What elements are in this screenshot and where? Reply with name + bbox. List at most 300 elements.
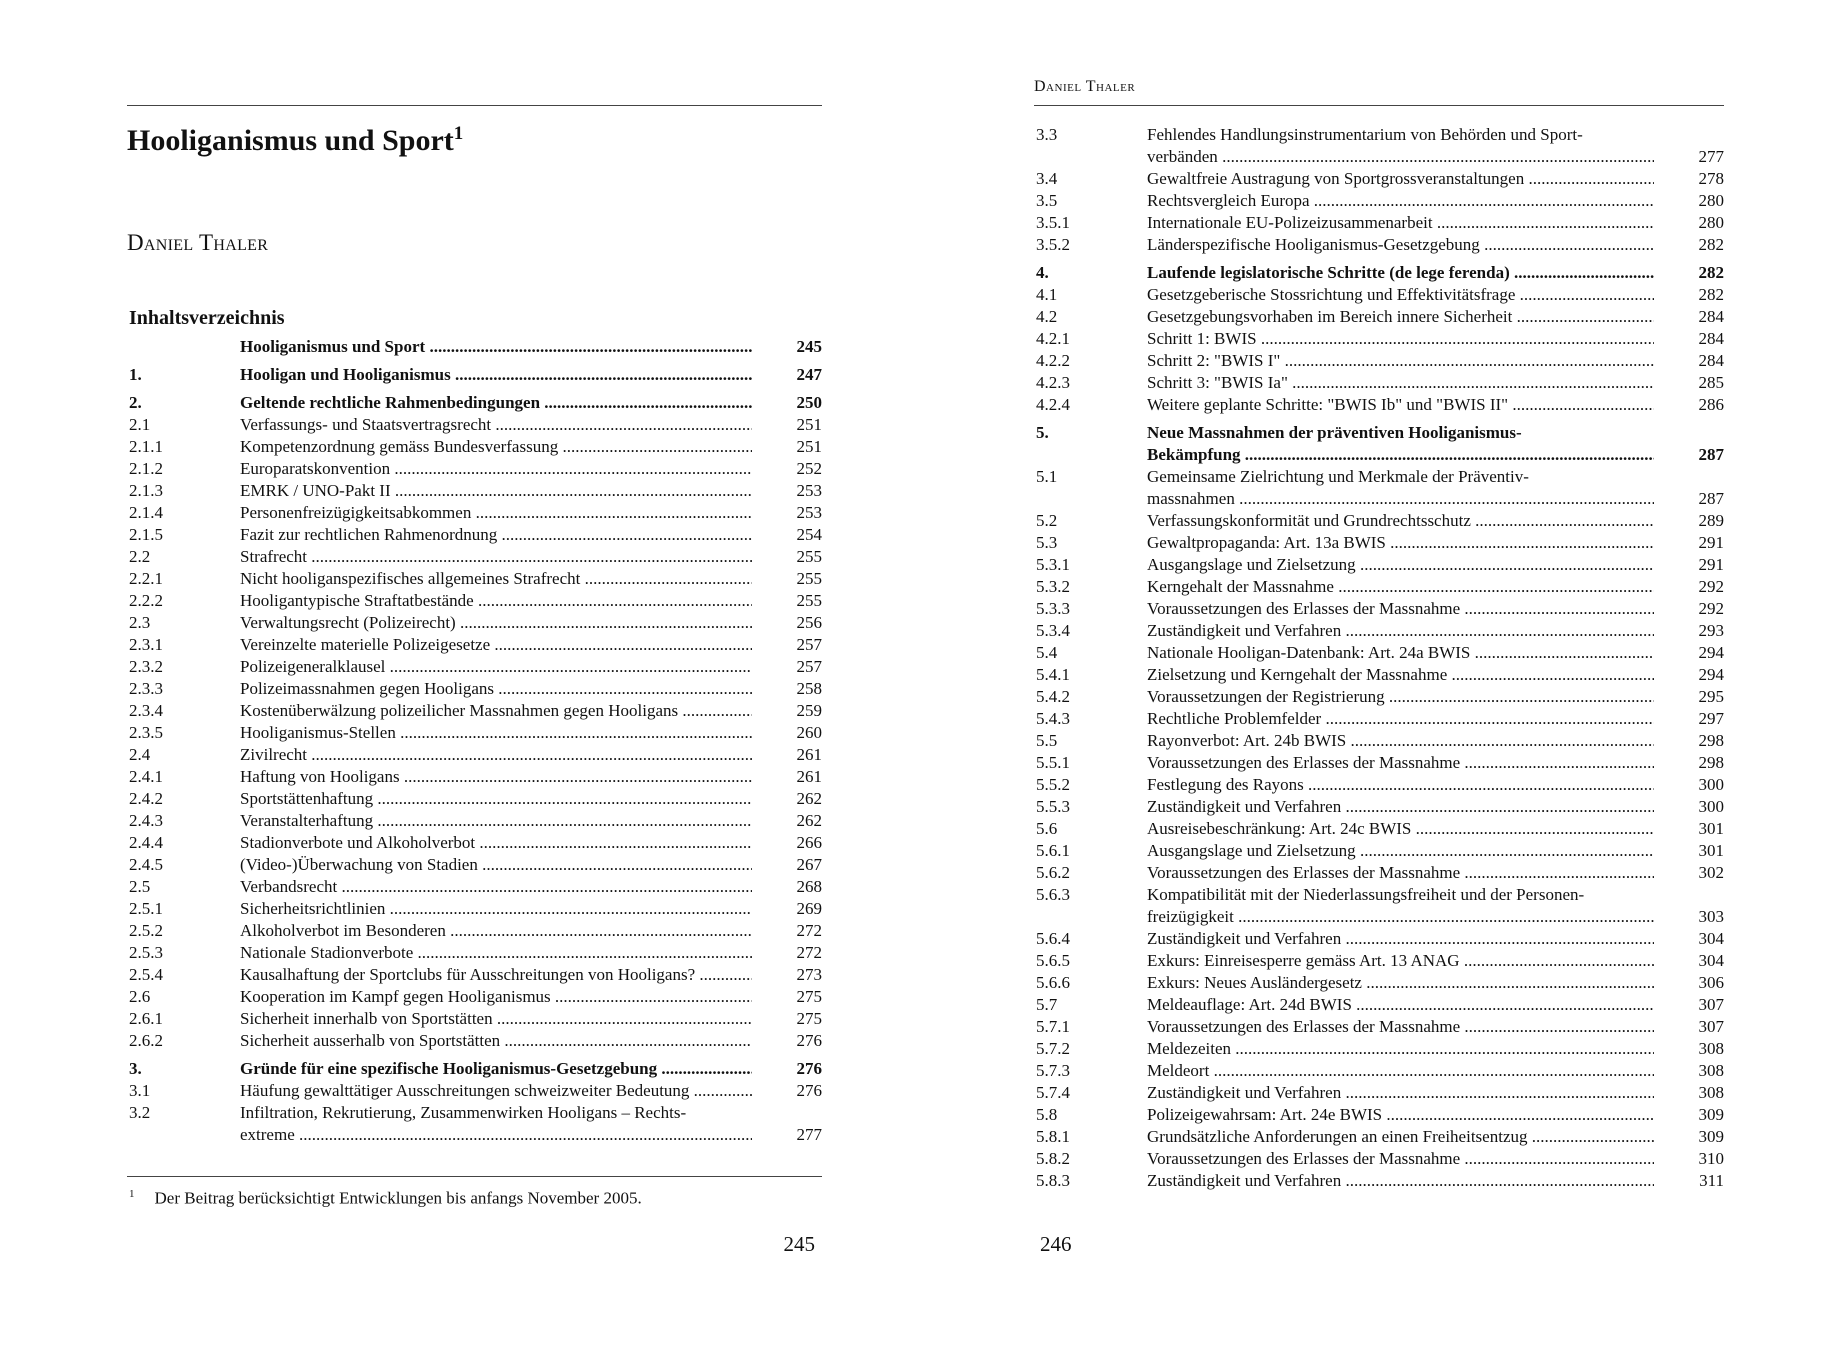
toc-entry	[1034, 328, 1724, 350]
toc-entry-title: Verbandsrecht .....	[240, 877, 752, 896]
toc-entry-page: 308	[1698, 1061, 1724, 1080]
toc-entry	[1034, 372, 1724, 394]
toc-entry-number: 3.4	[1036, 169, 1058, 188]
toc-entry-title: Strafrecht .....	[240, 547, 752, 566]
toc-entry-page: 269	[796, 899, 822, 918]
toc-entry-page: 293	[1698, 621, 1724, 640]
toc-entry-title: Verwaltungsrecht (Polizeirecht) .....	[240, 613, 752, 632]
toc-entry-number: 2.1.2	[129, 459, 163, 478]
toc-entry-number: 2.3	[129, 613, 151, 632]
toc-entry	[127, 1030, 822, 1052]
toc-entry-title: Schritt 2: "BWIS I" .....	[1147, 351, 1654, 370]
toc-entry-title: Rayonverbot: Art. 24b BWIS .....	[1147, 731, 1654, 750]
toc-entry-page: 291	[1698, 555, 1724, 574]
toc-entry	[127, 1058, 822, 1080]
toc-entry-number: 2.2.1	[129, 569, 163, 588]
toc-entry-title: Nicht hooliganspezifisches allgemeines Strafrecht .....	[240, 569, 752, 588]
toc-entry-number: 5.3.2	[1036, 577, 1070, 596]
toc-entry-number: 5.6.1	[1036, 841, 1070, 860]
toc-entry-number: 1.	[129, 365, 142, 384]
toc-entry-number: 5.2	[1036, 511, 1058, 530]
toc-entry	[127, 524, 822, 546]
toc-entry-page: 294	[1698, 643, 1724, 662]
toc-entry-page: 298	[1698, 753, 1724, 772]
toc-entry	[1034, 686, 1724, 708]
toc-entry	[127, 964, 822, 986]
toc-entry	[1034, 284, 1724, 306]
toc-entry-title: Rechtliche Problemfelder .....	[1147, 709, 1654, 728]
toc-entry-title-continued: verbänden .....	[1147, 147, 1654, 166]
toc-entry-page: 266	[796, 833, 822, 852]
toc-entry-page: 294	[1698, 665, 1724, 684]
toc-entry-number: 5.5.3	[1036, 797, 1070, 816]
author-name: Daniel Thaler	[127, 230, 269, 255]
toc-entry-page: 280	[1698, 191, 1724, 210]
toc-entry-title: Gesetzgebungsvorhaben im Bereich innere Sicherheit .....	[1147, 307, 1654, 326]
toc-entry	[127, 336, 822, 358]
toc-entry-title: Kompetenzordnung gemäss Bundesverfassung .....	[240, 437, 752, 456]
toc-entry-page: 255	[796, 569, 822, 588]
toc-entry-number: 4.2.4	[1036, 395, 1070, 414]
toc-entry	[1034, 950, 1724, 972]
toc-entry-title: Ausreisebeschränkung: Art. 24c BWIS .....	[1147, 819, 1654, 838]
toc-entry-page: 276	[796, 1081, 822, 1100]
toc-entry-page: 284	[1698, 307, 1724, 326]
toc-entry-title: Nationale Hooligan-Datenbank: Art. 24a BWIS .....	[1147, 643, 1654, 662]
toc-entry-title: Voraussetzungen des Erlasses der Massnahme .....	[1147, 753, 1654, 772]
toc-entry-number: 5.7.2	[1036, 1039, 1070, 1058]
toc-entry	[127, 788, 822, 810]
toc-entry	[127, 920, 822, 942]
toc-entry-page: 301	[1698, 819, 1724, 838]
toc-entry-title: Meldezeiten .....	[1147, 1039, 1654, 1058]
toc-entry-page: 300	[1698, 797, 1724, 816]
toc-entry-title: Festlegung des Rayons .....	[1147, 775, 1654, 794]
toc-entry-page: 257	[796, 657, 822, 676]
toc-entry	[1034, 598, 1724, 620]
toc-entry-number: 2.5.4	[129, 965, 163, 984]
toc-entry-page: 262	[796, 811, 822, 830]
toc-entry-number: 5.1	[1036, 467, 1058, 486]
toc-entry	[1034, 394, 1724, 416]
toc-entry-page: 259	[796, 701, 822, 720]
toc-entry-number: 2.3.2	[129, 657, 163, 676]
toc-entry	[1034, 1038, 1724, 1060]
toc-entry-title: Ausgangslage und Zielsetzung .....	[1147, 555, 1654, 574]
toc-entry-title: Exkurs: Einreisesperre gemäss Art. 13 ANAG .....	[1147, 951, 1654, 970]
toc-entry-page: 287	[1698, 489, 1724, 508]
toc-entry-page: 282	[1698, 285, 1724, 304]
toc-entry-page: 291	[1698, 533, 1724, 552]
toc-entry	[127, 656, 822, 678]
toc-entry	[1034, 972, 1724, 994]
toc-entry-number: 5.3.1	[1036, 555, 1070, 574]
toc-entry	[1034, 730, 1724, 752]
toc-entry-number: 5.4.2	[1036, 687, 1070, 706]
toc-entry-title: Zuständigkeit und Verfahren .....	[1147, 1171, 1654, 1190]
toc-entry-title: Polizeigeneralklausel .....	[240, 657, 752, 676]
toc-entry-title: Hooliganismus-Stellen .....	[240, 723, 752, 742]
toc-entry-number: 2.4.4	[129, 833, 163, 852]
toc-entry	[1034, 262, 1724, 284]
toc-entry-page: 282	[1698, 263, 1724, 282]
toc-entry-title: Kooperation im Kampf gegen Hooliganismus .....	[240, 987, 752, 1006]
toc-entry-page: 310	[1698, 1149, 1724, 1168]
toc-entry-page: 261	[796, 745, 822, 764]
toc-entry-title: Zuständigkeit und Verfahren .....	[1147, 797, 1654, 816]
toc-entry-number: 5.4.3	[1036, 709, 1070, 728]
toc-entry	[1034, 466, 1724, 510]
toc-entry-number: 5.7.4	[1036, 1083, 1070, 1102]
toc-entry-title: Alkoholverbot im Besonderen .....	[240, 921, 752, 940]
toc-entry	[1034, 862, 1724, 884]
toc-entry	[1034, 840, 1724, 862]
toc-entry-page: 307	[1698, 995, 1724, 1014]
toc-entry	[1034, 928, 1724, 950]
toc-entry-page: 295	[1698, 687, 1724, 706]
toc-entry-page: 255	[796, 547, 822, 566]
toc-entry-title: Voraussetzungen des Erlasses der Massnahme .....	[1147, 599, 1654, 618]
toc-entry-page: 292	[1698, 577, 1724, 596]
toc-entry-page: 304	[1698, 951, 1724, 970]
toc-entry-number: 5.8.2	[1036, 1149, 1070, 1168]
toc-entry-number: 3.2	[129, 1103, 151, 1122]
toc-entry-title: Sicherheit ausserhalb von Sportstätten .....	[240, 1031, 752, 1050]
toc-entry	[127, 612, 822, 634]
toc-entry-number: 2.5.1	[129, 899, 163, 918]
toc-entry	[127, 986, 822, 1008]
toc-entry-number: 2.5	[129, 877, 151, 896]
toc-entry-title: Polizeimassnahmen gegen Hooligans .....	[240, 679, 752, 698]
toc-entry-title: Zuständigkeit und Verfahren .....	[1147, 621, 1654, 640]
toc-entry	[1034, 1060, 1724, 1082]
toc-entry-number: 5.6.3	[1036, 885, 1070, 904]
toc-entry-page: 253	[796, 481, 822, 500]
toc-entry-number: 4.2.3	[1036, 373, 1070, 392]
toc-entry-page: 284	[1698, 351, 1724, 370]
toc-entry-number: 5.8	[1036, 1105, 1058, 1124]
toc-entry-number: 5.	[1036, 423, 1049, 442]
toc-entry-page: 245	[796, 337, 822, 356]
toc-entry-title: Sicherheitsrichtlinien .....	[240, 899, 752, 918]
toc-entry-page: 272	[796, 921, 822, 940]
table-of-contents-continued	[1034, 124, 1724, 1192]
toc-entry-title: Veranstalterhaftung .....	[240, 811, 752, 830]
toc-entry-number: 5.6.2	[1036, 863, 1070, 882]
toc-entry	[127, 766, 822, 788]
top-rule	[127, 105, 822, 106]
toc-entry	[1034, 124, 1724, 168]
toc-entry-number: 4.1	[1036, 285, 1058, 304]
toc-entry-page: 255	[796, 591, 822, 610]
toc-entry-title: (Video-)Überwachung von Stadien .....	[240, 855, 752, 874]
toc-entry-title: Meldeauflage: Art. 24d BWIS .....	[1147, 995, 1654, 1014]
toc-entry	[127, 722, 822, 744]
toc-entry-title: Ausgangslage und Zielsetzung .....	[1147, 841, 1654, 860]
toc-entry-title-continued: extreme .....	[240, 1125, 752, 1144]
toc-entry	[1034, 1170, 1724, 1192]
toc-entry-number: 5.7	[1036, 995, 1058, 1014]
toc-entry-page: 300	[1698, 775, 1724, 794]
toc-entry	[127, 502, 822, 524]
toc-entry	[1034, 708, 1724, 730]
title-footnote-mark: 1	[453, 123, 464, 144]
toc-entry-title: Geltende rechtliche Rahmenbedingungen .....	[240, 393, 752, 412]
toc-entry-title: Voraussetzungen des Erlasses der Massnahme .....	[1147, 1017, 1654, 1036]
toc-entry-page: 309	[1698, 1127, 1724, 1146]
toc-entry-title: Fazit zur rechtlichen Rahmenordnung .....	[240, 525, 752, 544]
toc-entry-number: 2.4	[129, 745, 151, 764]
toc-entry-title: Voraussetzungen des Erlasses der Massnahme .....	[1147, 863, 1654, 882]
toc-entry-title: Verfassungskonformität und Grundrechtsschutz .....	[1147, 511, 1654, 530]
toc-entry-page: 275	[796, 987, 822, 1006]
toc-entry-title: Haftung von Hooligans .....	[240, 767, 752, 786]
toc-entry-number: 2.5.3	[129, 943, 163, 962]
toc-entry-number: 2.3.1	[129, 635, 163, 654]
toc-entry-title: Rechtsvergleich Europa .....	[1147, 191, 1654, 210]
toc-entry-title: Gewaltfreie Austragung von Sportgrossveranstaltungen .....	[1147, 169, 1654, 188]
toc-entry-page: 292	[1698, 599, 1724, 618]
toc-entry-title: Zivilrecht .....	[240, 745, 752, 764]
toc-entry-page: 251	[796, 415, 822, 434]
toc-entry-title: Hooliganismus und Sport .....	[240, 337, 752, 356]
toc-entry-title: Grundsätzliche Anforderungen an einen Freiheitsentzug .....	[1147, 1127, 1654, 1146]
toc-entry-title: Gemeinsame Zielrichtung und Merkmale der Präventiv-	[1147, 467, 1529, 486]
toc-entry-title: Neue Massnahmen der präventiven Hooliganismus-	[1147, 423, 1522, 442]
toc-entry-title: Gesetzgeberische Stossrichtung und Effektivitätsfrage .....	[1147, 285, 1654, 304]
toc-entry-number: 2.1.5	[129, 525, 163, 544]
toc-entry-title: Schritt 3: "BWIS Ia" .....	[1147, 373, 1654, 392]
toc-entry	[127, 414, 822, 436]
toc-entry-title-continued: freizügigkeit .....	[1147, 907, 1654, 926]
toc-entry-number: 5.6.5	[1036, 951, 1070, 970]
toc-entry-number: 5.8.1	[1036, 1127, 1070, 1146]
toc-entry	[127, 1102, 822, 1146]
toc-entry	[127, 942, 822, 964]
toc-entry-page: 258	[796, 679, 822, 698]
toc-entry-page: 247	[796, 365, 822, 384]
toc-entry-page: 311	[1699, 1171, 1724, 1190]
toc-heading: Inhaltsverzeichnis	[129, 307, 285, 329]
toc-entry	[127, 832, 822, 854]
toc-entry-page: 308	[1698, 1039, 1724, 1058]
toc-entry-number: 2.6	[129, 987, 151, 1006]
article-title: Hooliganismus und Sport$^1$	[127, 123, 464, 157]
toc-entry	[1034, 1082, 1724, 1104]
running-header: Daniel Thaler	[1034, 78, 1136, 95]
toc-entry	[127, 1008, 822, 1030]
toc-entry-number: 2.1	[129, 415, 151, 434]
toc-entry-number: 3.1	[129, 1081, 151, 1100]
toc-entry-number: 2.3.4	[129, 701, 163, 720]
toc-entry	[1034, 168, 1724, 190]
toc-entry-number: 3.5	[1036, 191, 1058, 210]
toc-entry	[127, 810, 822, 832]
toc-entry-title: Kompatibilität mit der Niederlassungsfreiheit und der Personen-	[1147, 885, 1585, 904]
toc-entry-page: 298	[1698, 731, 1724, 750]
toc-entry	[1034, 1148, 1724, 1170]
toc-entry-page: 268	[796, 877, 822, 896]
toc-entry	[1034, 532, 1724, 554]
toc-entry	[1034, 664, 1724, 686]
toc-entry	[127, 898, 822, 920]
toc-entry-number: 5.5.2	[1036, 775, 1070, 794]
toc-entry-page: 256	[796, 613, 822, 632]
toc-entry	[127, 1080, 822, 1102]
toc-entry-page: 267	[796, 855, 822, 874]
toc-entry-title: Nationale Stadionverbote .....	[240, 943, 752, 962]
toc-entry-page: 282	[1698, 235, 1724, 254]
toc-entry	[127, 590, 822, 612]
toc-entry	[127, 546, 822, 568]
toc-entry	[1034, 774, 1724, 796]
toc-entry	[1034, 350, 1724, 372]
toc-entry-number: 2.3.3	[129, 679, 163, 698]
toc-entry	[1034, 620, 1724, 642]
toc-entry-number: 2.5.2	[129, 921, 163, 940]
toc-entry-number: 2.4.1	[129, 767, 163, 786]
toc-entry-page: 278	[1698, 169, 1724, 188]
toc-entry-title: Infiltration, Rekrutierung, Zusammenwirken Hooligans – Rechts-	[240, 1103, 687, 1122]
toc-entry	[127, 876, 822, 898]
toc-entry-title: Internationale EU-Polizeizusammenarbeit .....	[1147, 213, 1654, 232]
toc-entry-number: 4.2.2	[1036, 351, 1070, 370]
toc-entry-number: 5.3	[1036, 533, 1058, 552]
toc-entry	[127, 436, 822, 458]
toc-entry	[1034, 212, 1724, 234]
toc-entry-page: 250	[796, 393, 822, 412]
toc-entry-page: 307	[1698, 1017, 1724, 1036]
toc-entry-page: 303	[1698, 907, 1724, 926]
toc-entry-number: 5.7.3	[1036, 1061, 1070, 1080]
toc-entry-page: 275	[796, 1009, 822, 1028]
toc-entry-number: 2.3.5	[129, 723, 163, 742]
toc-entry	[1034, 422, 1724, 466]
toc-entry-page: 261	[796, 767, 822, 786]
toc-entry-page: 277	[796, 1125, 822, 1144]
footnote-mark: 1	[129, 1188, 135, 1200]
toc-entry-number: 2.4.5	[129, 855, 163, 874]
toc-entry-number: 5.5	[1036, 731, 1058, 750]
toc-entry-title: EMRK / UNO-Pakt II .....	[240, 481, 752, 500]
toc-entry-number: 5.4.1	[1036, 665, 1070, 684]
toc-entry-page: 276	[796, 1031, 822, 1050]
toc-entry-title: Gewaltpropaganda: Art. 13a BWIS .....	[1147, 533, 1654, 552]
toc-entry-number: 2.6.1	[129, 1009, 163, 1028]
toc-entry	[1034, 994, 1724, 1016]
toc-entry-number: 2.1.1	[129, 437, 163, 456]
toc-entry	[1034, 576, 1724, 598]
toc-entry-page: 304	[1698, 929, 1724, 948]
toc-entry-page: 253	[796, 503, 822, 522]
toc-entry	[1034, 306, 1724, 328]
toc-entry-title-continued: Bekämpfung .....	[1147, 445, 1654, 464]
toc-entry-number: 3.3	[1036, 125, 1058, 144]
toc-entry-title: Länderspezifische Hooliganismus-Gesetzgebung .....	[1147, 235, 1654, 254]
toc-entry-page: 309	[1698, 1105, 1724, 1124]
toc-entry-number: 5.6	[1036, 819, 1058, 838]
toc-entry-title-continued: massnahmen .....	[1147, 489, 1654, 508]
toc-entry-page: 280	[1698, 213, 1724, 232]
toc-entry-page: 260	[796, 723, 822, 742]
toc-entry	[1034, 510, 1724, 532]
toc-entry-title: Personenfreizügigkeitsabkommen .....	[240, 503, 752, 522]
toc-entry	[127, 458, 822, 480]
toc-entry-title: Verfassungs- und Staatsvertragsrecht .....	[240, 415, 752, 434]
toc-entry-title: Voraussetzungen des Erlasses der Massnahme .....	[1147, 1149, 1654, 1168]
toc-entry-title: Zuständigkeit und Verfahren .....	[1147, 929, 1654, 948]
toc-entry	[1034, 190, 1724, 212]
toc-entry-page: 252	[796, 459, 822, 478]
toc-entry	[127, 568, 822, 590]
table-of-contents	[127, 336, 822, 1146]
toc-entry	[127, 480, 822, 502]
toc-entry-title: Meldeort .....	[1147, 1061, 1654, 1080]
toc-entry	[1034, 554, 1724, 576]
toc-entry	[127, 700, 822, 722]
toc-entry-number: 4.2.1	[1036, 329, 1070, 348]
toc-entry-title: Kerngehalt der Massnahme .....	[1147, 577, 1654, 596]
toc-entry-number: 3.	[129, 1059, 142, 1078]
toc-entry-page: 273	[796, 965, 822, 984]
toc-entry-number: 2.2	[129, 547, 151, 566]
toc-entry-title: Schritt 1: BWIS .....	[1147, 329, 1654, 348]
toc-entry-number: 3.5.2	[1036, 235, 1070, 254]
toc-entry-page: 287	[1698, 445, 1724, 464]
toc-entry-page: 251	[796, 437, 822, 456]
toc-entry-title: Voraussetzungen der Registrierung .....	[1147, 687, 1654, 706]
toc-entry-page: 254	[796, 525, 822, 544]
toc-entry-number: 2.1.4	[129, 503, 163, 522]
footnote-rule	[127, 1176, 822, 1177]
toc-entry	[127, 392, 822, 414]
toc-entry	[1034, 234, 1724, 256]
toc-entry-number: 2.	[129, 393, 142, 412]
toc-entry-title: Gründe für eine spezifische Hooliganismus-Gesetzgebung .....	[240, 1059, 752, 1078]
toc-entry-page: 302	[1698, 863, 1724, 882]
toc-entry-number: 5.7.1	[1036, 1017, 1070, 1036]
toc-entry-title: Vereinzelte materielle Polizeigesetze .....	[240, 635, 752, 654]
toc-entry-title: Exkurs: Neues Ausländergesetz .....	[1147, 973, 1654, 992]
toc-entry-number: 4.	[1036, 263, 1049, 282]
toc-entry-number: 5.6.6	[1036, 973, 1070, 992]
toc-entry-title: Polizeigewahrsam: Art. 24e BWIS .....	[1147, 1105, 1654, 1124]
toc-entry-title: Zuständigkeit und Verfahren .....	[1147, 1083, 1654, 1102]
toc-entry-page: 284	[1698, 329, 1724, 348]
toc-entry-number: 2.1.3	[129, 481, 163, 500]
toc-entry-number: 2.6.2	[129, 1031, 163, 1050]
toc-entry-number: 2.4.3	[129, 811, 163, 830]
toc-entry	[1034, 1126, 1724, 1148]
toc-entry-number: 5.3.3	[1036, 599, 1070, 618]
toc-entry-number: 5.8.3	[1036, 1171, 1070, 1190]
toc-entry-page: 272	[796, 943, 822, 962]
toc-entry-title: Laufende legislatorische Schritte (de lege ferenda) .....	[1147, 263, 1654, 282]
toc-entry	[127, 854, 822, 876]
toc-entry-page: 301	[1698, 841, 1724, 860]
toc-entry-title: Kostenüberwälzung polizeilicher Massnahmen gegen Hooligans .....	[240, 701, 752, 720]
toc-entry	[1034, 642, 1724, 664]
toc-entry-number: 5.5.1	[1036, 753, 1070, 772]
toc-entry-number: 5.6.4	[1036, 929, 1070, 948]
toc-entry-number: 2.2.2	[129, 591, 163, 610]
toc-entry	[1034, 1104, 1724, 1126]
toc-entry-title: Stadionverbote und Alkoholverbot .....	[240, 833, 752, 852]
toc-entry-page: 308	[1698, 1083, 1724, 1102]
toc-entry-page: 276	[796, 1059, 822, 1078]
toc-entry-title: Kausalhaftung der Sportclubs für Ausschreitungen von Hooligans? .....	[240, 965, 752, 984]
footnote	[129, 1188, 642, 1209]
